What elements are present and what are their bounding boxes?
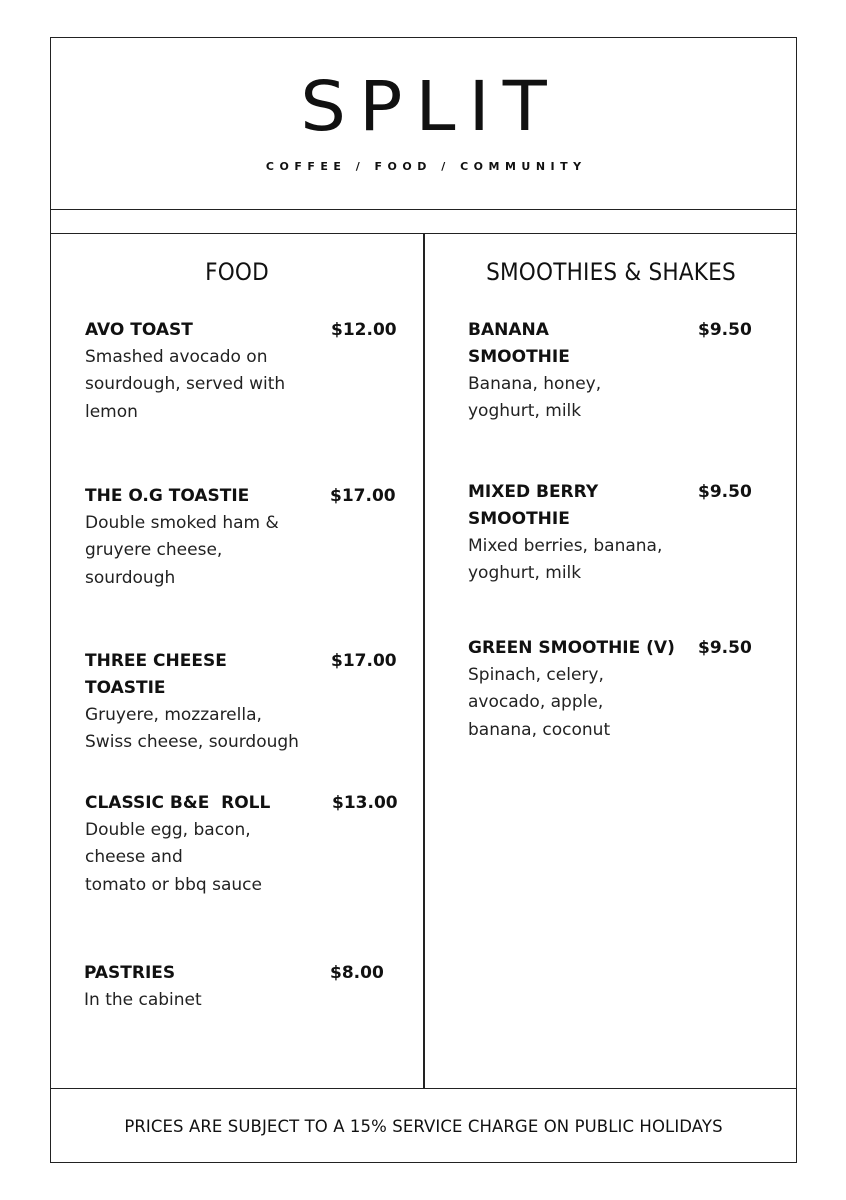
menu-item-classic-be-roll bbox=[85, 790, 398, 899]
column-divider bbox=[423, 234, 425, 1088]
item-description: Double egg, bacon, cheese and tomato or bbq sauce bbox=[85, 820, 262, 895]
item-price: $17.00 bbox=[330, 486, 396, 506]
brand-logo: SPLIT bbox=[300, 66, 560, 146]
menu-item-three-cheese-toastie bbox=[85, 648, 415, 757]
item-price: $9.50 bbox=[698, 482, 752, 502]
menu-body bbox=[51, 234, 796, 1089]
food-section-title: FOOD bbox=[205, 258, 269, 286]
item-description: Smashed avocado on sourdough, served with lemon bbox=[85, 347, 286, 422]
item-description: Gruyere, mozzarella, Swiss cheese, sourdough bbox=[85, 705, 299, 753]
item-price: $17.00 bbox=[331, 651, 397, 671]
menu-item-green-smoothie bbox=[468, 635, 758, 744]
item-name: MIXED BERRY SMOOTHIE bbox=[468, 482, 599, 529]
item-description: In the cabinet bbox=[84, 990, 202, 1010]
item-name: GREEN SMOOTHIE (V) bbox=[468, 638, 675, 658]
item-price: $9.50 bbox=[698, 638, 752, 658]
item-description: Spinach, celery, avocado, apple, banana, coconut bbox=[468, 665, 611, 740]
item-price: $13.00 bbox=[332, 793, 398, 813]
menu-item-og-toastie bbox=[85, 483, 395, 592]
item-name: BANANA SMOOTHIE bbox=[468, 320, 570, 367]
menu-item-avo-toast bbox=[85, 317, 395, 426]
item-price: $12.00 bbox=[331, 320, 397, 340]
menu-item-banana-smoothie bbox=[468, 317, 758, 426]
menu-frame bbox=[50, 37, 797, 1163]
item-name: THREE CHEESE TOASTIE bbox=[85, 651, 227, 698]
item-name: AVO TOAST bbox=[85, 320, 193, 340]
item-price: $9.50 bbox=[698, 320, 752, 340]
header-divider-band bbox=[51, 210, 796, 234]
item-description: Banana, honey, yoghurt, milk bbox=[468, 374, 602, 422]
item-name: CLASSIC B&E ROLL bbox=[85, 793, 271, 813]
item-name: THE O.G TOASTIE bbox=[85, 486, 250, 506]
menu-header bbox=[51, 38, 796, 210]
shakes-section-title: SMOOTHIES & SHAKES bbox=[486, 258, 736, 286]
item-name: PASTRIES bbox=[84, 963, 176, 983]
brand-tagline: COFFEE / FOOD / COMMUNITY bbox=[265, 160, 587, 173]
service-charge-notice: PRICES ARE SUBJECT TO A 15% SERVICE CHARGE ON PUBLIC HOLIDAYS bbox=[124, 1117, 723, 1136]
menu-item-pastries bbox=[84, 960, 394, 1014]
item-description: Mixed berries, banana, yoghurt, milk bbox=[468, 536, 663, 584]
item-description: Double smoked ham & gruyere cheese, sourdough bbox=[85, 513, 279, 588]
item-price: $8.00 bbox=[330, 963, 384, 983]
menu-item-mixed-berry-smoothie bbox=[468, 479, 758, 588]
